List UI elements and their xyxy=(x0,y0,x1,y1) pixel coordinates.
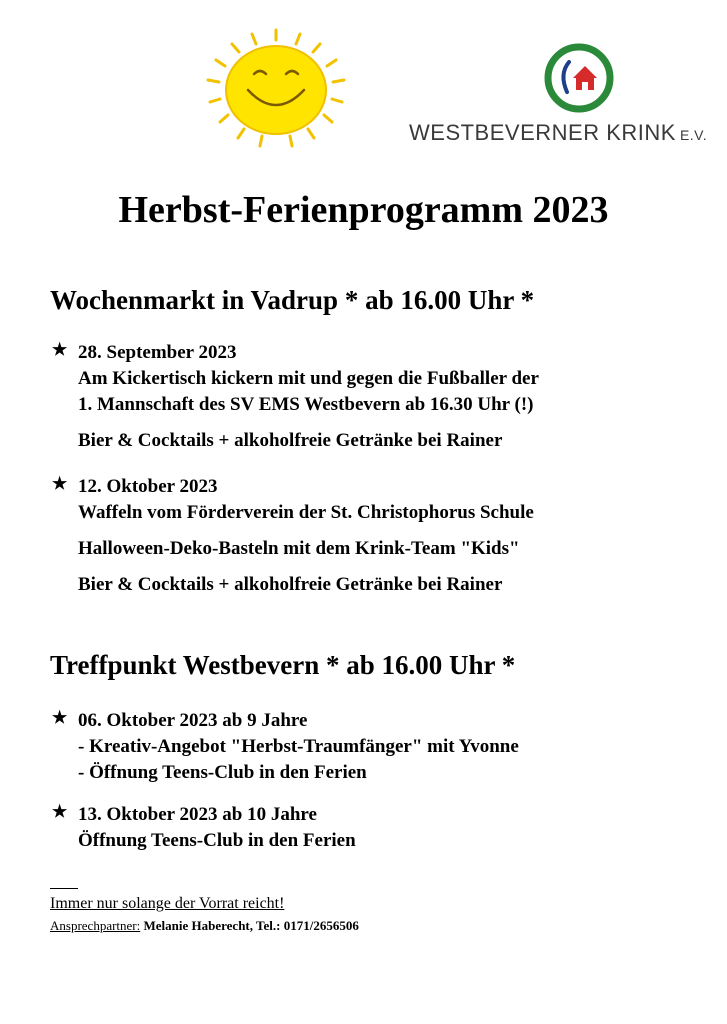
section-heading-wochenmarkt: Wochenmarkt in Vadrup * ab 16.00 Uhr * xyxy=(50,285,535,315)
footer-divider xyxy=(50,888,78,889)
star-bullet-icon: ★ xyxy=(52,802,68,821)
event-line: 1. Mannschaft des SV EMS Westbevern ab 16.30 Uhr (!) xyxy=(78,394,534,415)
star-bullet-icon: ★ xyxy=(52,340,68,359)
list-item xyxy=(52,340,702,454)
event-date: 13. Oktober 2023 ab 10 Jahre xyxy=(78,804,317,825)
westbeverner-krink-logo xyxy=(405,42,708,152)
page-title: Herbst-Ferienprogramm 2023 xyxy=(118,189,609,231)
logo-wordmark: WESTBEVERNER KRINK E.V. xyxy=(409,120,708,145)
event-line: Öffnung Teens-Club in den Ferien xyxy=(78,830,356,851)
list-item xyxy=(52,708,702,786)
contact-label: Ansprechpartner: xyxy=(50,918,141,933)
event-line: Waffeln vom Förderverein der St. Christophorus Schule xyxy=(78,502,534,523)
contact-line xyxy=(50,918,359,934)
event-line: Am Kickertisch kickern mit und gegen die Fußballer der xyxy=(78,368,539,389)
contact-value: Melanie Haberecht, Tel.: 0171/2656506 xyxy=(143,918,359,933)
event-date: 12. Oktober 2023 xyxy=(78,476,218,497)
event-date: 28. September 2023 xyxy=(78,342,237,363)
list-item xyxy=(52,474,702,598)
star-bullet-icon: ★ xyxy=(52,708,68,727)
stock-note: Immer nur solange der Vorrat reicht! xyxy=(50,895,285,912)
event-line: Bier & Cocktails + alkoholfreie Getränke bei Rainer xyxy=(78,430,503,451)
event-date: 06. Oktober 2023 ab 9 Jahre xyxy=(78,710,308,731)
event-line: Bier & Cocktails + alkoholfreie Getränke bei Rainer xyxy=(78,574,503,595)
list-item xyxy=(52,802,702,854)
krink-house-logo-icon xyxy=(543,42,615,114)
event-line: Halloween-Deko-Basteln mit dem Krink-Team "Kids" xyxy=(78,538,520,559)
event-line: - Kreativ-Angebot "Herbst-Traumfänger" mit Yvonne xyxy=(78,736,519,757)
star-bullet-icon: ★ xyxy=(52,474,68,493)
smiling-sun-icon xyxy=(196,28,356,148)
section-heading-treffpunkt: Treffpunkt Westbevern * ab 16.00 Uhr * xyxy=(50,650,516,680)
event-line: - Öffnung Teens-Club in den Ferien xyxy=(78,762,367,783)
